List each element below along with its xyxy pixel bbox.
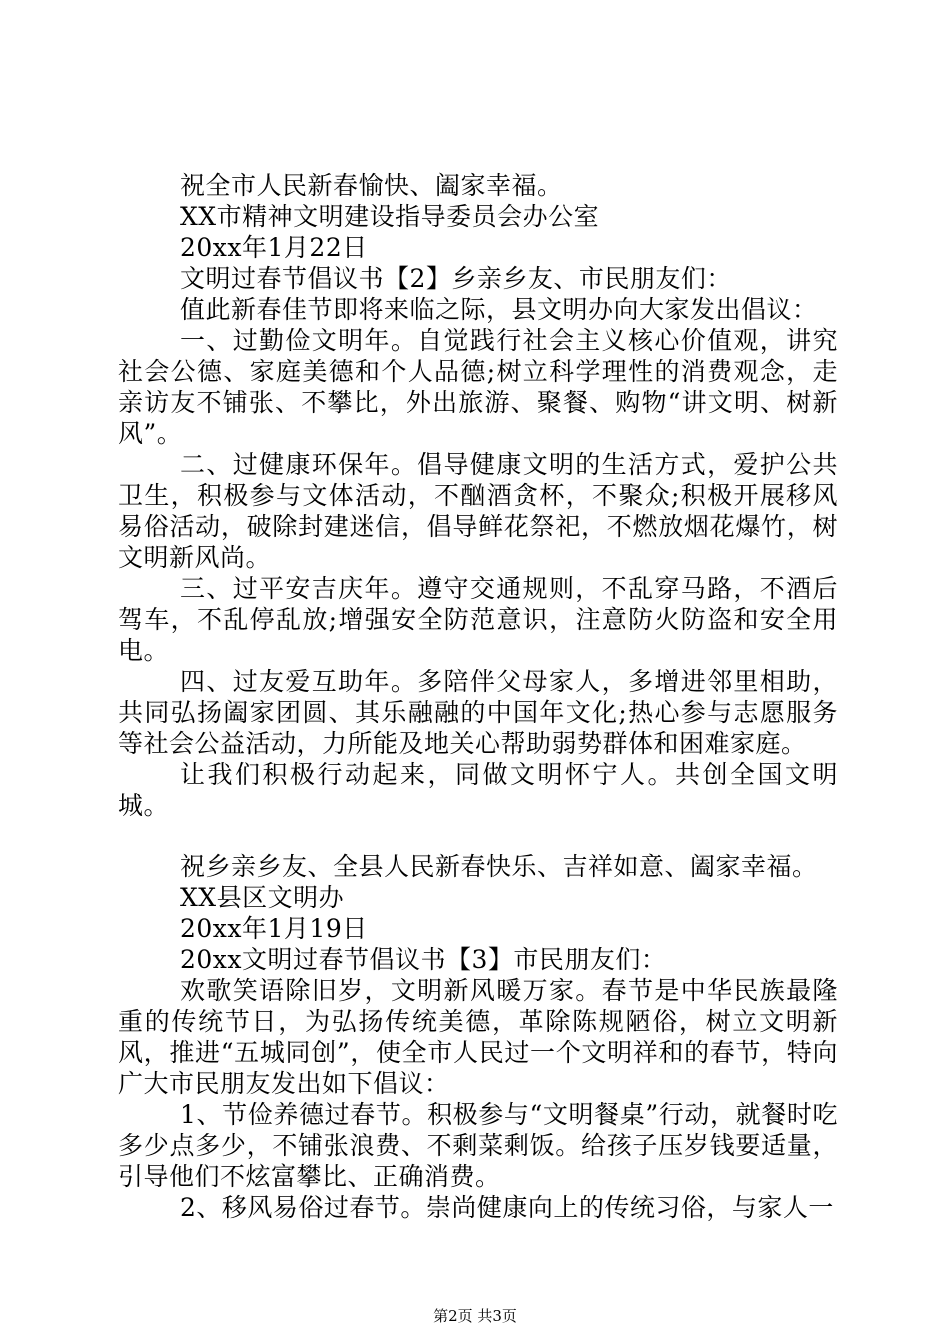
paragraph: 欢歌笑语除旧岁，文明新风暖万家。春节是中华民族最隆重的传统节日，为弘扬传统美德，革除陈规陋俗，树立文明新风，推进“五城同创”，使全市人民过一个文明祥和的春节，特向广大市民朋友发出如下倡议： [118,976,838,1098]
closing-wish: 祝全市人民新春愉快、阖家幸福。 [180,171,563,200]
paragraph: 1、节俭养德过春节。积极参与“文明餐桌”行动，就餐时吃多少点多少，不铺张浪费、不剩菜剩饭。给孩子压岁钱要适量，引导他们不炫富攀比、正确消费。 [118,1100,838,1191]
signature-date: 20xx年1月19日 [180,914,368,943]
paragraph: 值此新春佳节即将来临之际，县文明办向大家发出倡议： [180,295,818,324]
paragraph: 四、过友爱互助年。多陪伴父母家人，多增进邻里相助，共同弘扬阖家团圆、其乐融融的中国年文化;热心参与志愿服务等社会公益活动，力所能及地关心帮助弱势群体和困难家庭。 [118,667,838,758]
section-heading: 文明过春节倡议书【2】乡亲乡友、市民朋友们： [180,264,732,293]
paragraph: 2、移风易俗过春节。崇尚健康向上的传统习俗，与家人一 [180,1193,834,1222]
paragraph: 一、过勤俭文明年。自觉践行社会主义核心价值观，讲究社会公德、家庭美德和个人品德;树立科学理性的消费观念，走亲访友不铺张、不攀比，外出旅游、聚餐、购物“讲文明、树新风”。 [118,326,838,448]
paragraph: 二、过健康环保年。倡导健康文明的生活方式，爱护公共卫生，积极参与文体活动，不酗酒贪杯，不聚众;积极开展移风易俗活动，破除封建迷信，倡导鲜花祭祀，不燃放烟花爆竹，树文明新风尚。 [118,450,838,572]
signature-org: XX市精神文明建设指导委员会办公室 [180,202,600,231]
paragraph: 让我们积极行动起来，同做文明怀宁人。共创全国文明城。 [118,760,838,820]
blank-line [118,821,838,851]
section-heading: 20xx文明过春节倡议书【3】市民朋友们： [180,945,667,974]
paragraph: 三、过平安吉庆年。遵守交通规则，不乱穿马路，不酒后驾车，不乱停乱放;增强安全防范意识，注意防火防盗和安全用电。 [118,574,838,665]
closing-wish: 祝乡亲乡友、全县人民新春快乐、吉祥如意、阖家幸福。 [180,852,818,881]
signature-org: XX县区文明办 [180,883,345,912]
page-number: 第2页 共3页 [433,1307,517,1325]
signature-date: 20xx年1月22日 [180,233,368,262]
document-body [118,170,838,1223]
